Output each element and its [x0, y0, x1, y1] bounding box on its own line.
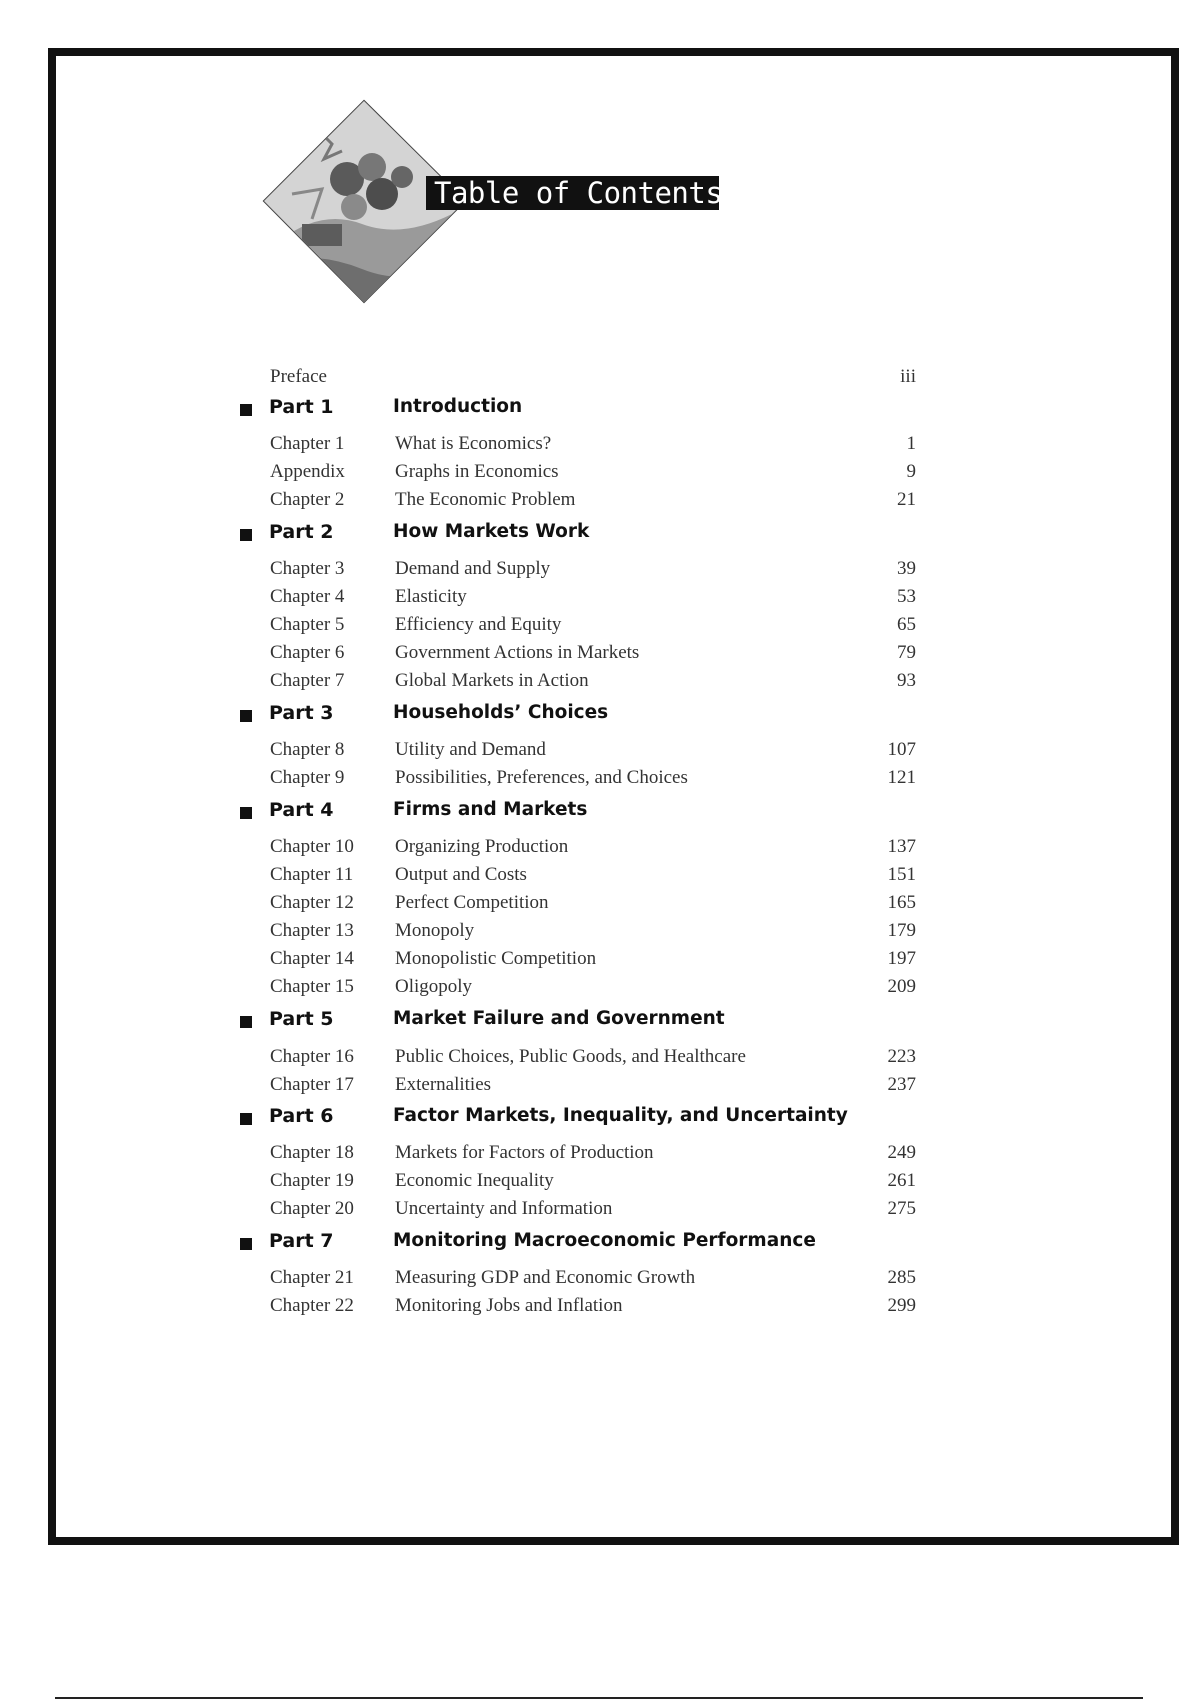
chapter-page: 261: [887, 1170, 916, 1191]
chapter-row[interactable]: [0, 976, 1200, 1006]
chapter-row[interactable]: [0, 892, 1200, 922]
part-heading: [0, 398, 1200, 428]
chapter-title: What is Economics?: [395, 433, 552, 454]
square-bullet-icon: [240, 710, 252, 722]
chapter-label: Chapter 5: [270, 614, 345, 635]
chapter-page: 179: [887, 920, 916, 941]
part-label: Part 3: [269, 702, 334, 724]
page-title: Table of Contents: [426, 176, 719, 210]
chapter-title: Oligopoly: [395, 976, 473, 997]
chapter-label: Chapter 6: [270, 642, 345, 663]
chapter-page: 197: [887, 948, 916, 969]
square-bullet-icon: [240, 1113, 252, 1125]
chapter-page: 249: [887, 1142, 916, 1163]
chapter-page: 137: [887, 836, 916, 857]
chapter-row[interactable]: [0, 461, 1200, 491]
part-heading: [0, 1107, 1200, 1137]
chapter-label: Chapter 8: [270, 739, 345, 760]
square-bullet-icon: [240, 807, 252, 819]
part-label: Part 7: [269, 1230, 334, 1252]
chapter-label: Chapter 22: [270, 1295, 354, 1316]
chapter-row[interactable]: [0, 1142, 1200, 1172]
part-name: How Markets Work: [393, 521, 590, 542]
chapter-row[interactable]: [0, 642, 1200, 672]
chapter-title: Measuring GDP and Economic Growth: [395, 1267, 696, 1288]
part-heading: [0, 704, 1200, 734]
part-name: Firms and Markets: [393, 799, 588, 820]
chapter-title: Demand and Supply: [395, 558, 551, 579]
chapter-label: Chapter 9: [270, 767, 345, 788]
chapter-page: 223: [887, 1046, 916, 1067]
part-label: Part 4: [269, 799, 334, 821]
chapter-label: Chapter 2: [270, 489, 345, 510]
chapter-title: Output and Costs: [395, 864, 527, 885]
chapter-row[interactable]: [0, 836, 1200, 866]
chapter-row[interactable]: [0, 670, 1200, 700]
chapter-label: Chapter 10: [270, 836, 354, 857]
chapter-page: 1: [906, 433, 916, 454]
chapter-page: 299: [887, 1295, 916, 1316]
chapter-title: Elasticity: [395, 586, 467, 607]
chapter-title: Markets for Factors of Production: [395, 1142, 654, 1163]
chapter-page: 121: [887, 767, 916, 788]
chapter-page: 285: [887, 1267, 916, 1288]
chapter-row[interactable]: [0, 1046, 1200, 1076]
preface-page: iii: [900, 366, 916, 387]
chapter-label: Chapter 19: [270, 1170, 354, 1191]
chapter-label: Chapter 11: [270, 864, 354, 885]
chapter-title: Monitoring Jobs and Inflation: [395, 1295, 623, 1316]
chapter-label: Chapter 16: [270, 1046, 354, 1067]
part-label: Part 1: [269, 396, 334, 418]
part-name: Households’ Choices: [393, 702, 609, 723]
toc-preface-row[interactable]: [0, 366, 1200, 396]
chapter-title: Monopolistic Competition: [395, 948, 597, 969]
chapter-page: 237: [887, 1074, 916, 1095]
chapter-page: 93: [897, 670, 916, 691]
chapter-title: Utility and Demand: [395, 739, 546, 760]
part-heading: [0, 1232, 1200, 1262]
chapter-page: 79: [897, 642, 916, 663]
chapter-title: Public Choices, Public Goods, and Healthcare: [395, 1046, 746, 1067]
chapter-title: Organizing Production: [395, 836, 569, 857]
part-heading: [0, 801, 1200, 831]
chapter-title: Monopoly: [395, 920, 475, 941]
chapter-label: Chapter 20: [270, 1198, 354, 1219]
chapter-label: Appendix: [270, 461, 345, 482]
square-bullet-icon: [240, 529, 252, 541]
chapter-row[interactable]: [0, 864, 1200, 894]
chapter-row[interactable]: [0, 1295, 1200, 1325]
part-heading: [0, 523, 1200, 553]
part-name: Introduction: [393, 396, 523, 417]
chapter-row[interactable]: [0, 1198, 1200, 1228]
chapter-page: 165: [887, 892, 916, 913]
chapter-label: Chapter 4: [270, 586, 345, 607]
chapter-title: Perfect Competition: [395, 892, 549, 913]
chapter-label: Chapter 15: [270, 976, 354, 997]
chapter-page: 21: [897, 489, 916, 510]
part-name: Factor Markets, Inequality, and Uncertainty: [393, 1105, 848, 1126]
chapter-page: 53: [897, 586, 916, 607]
chapter-page: 209: [887, 976, 916, 997]
chapter-label: Chapter 18: [270, 1142, 354, 1163]
part-name: Market Failure and Government: [393, 1008, 725, 1029]
chapter-label: Chapter 7: [270, 670, 345, 691]
chapter-label: Chapter 17: [270, 1074, 354, 1095]
chapter-title: Government Actions in Markets: [395, 642, 640, 663]
chapter-title: Efficiency and Equity: [395, 614, 562, 635]
square-bullet-icon: [240, 1016, 252, 1028]
chapter-title: Externalities: [395, 1074, 492, 1095]
chapter-row[interactable]: [0, 1170, 1200, 1200]
chapter-row[interactable]: [0, 558, 1200, 588]
chapter-row[interactable]: [0, 920, 1200, 950]
chapter-title: Economic Inequality: [395, 1170, 554, 1191]
chapter-page: 9: [906, 461, 916, 482]
chapter-title: The Economic Problem: [395, 489, 576, 510]
chapter-row[interactable]: [0, 586, 1200, 616]
chapter-row[interactable]: [0, 489, 1200, 519]
footer-rule: [55, 1697, 1143, 1699]
chapter-row[interactable]: [0, 433, 1200, 463]
chapter-row[interactable]: [0, 1267, 1200, 1297]
chapter-page: 39: [897, 558, 916, 579]
chapter-title: Uncertainty and Information: [395, 1198, 613, 1219]
square-bullet-icon: [240, 404, 252, 416]
chapter-title: Graphs in Economics: [395, 461, 559, 482]
preface-label: Preface: [270, 366, 327, 387]
chapter-row[interactable]: [0, 614, 1200, 644]
chapter-label: Chapter 14: [270, 948, 354, 969]
chapter-title: Possibilities, Preferences, and Choices: [395, 767, 688, 788]
square-bullet-icon: [240, 1238, 252, 1250]
chapter-title: Global Markets in Action: [395, 670, 589, 691]
part-label: Part 2: [269, 521, 334, 543]
part-label: Part 6: [269, 1105, 334, 1127]
chapter-row[interactable]: [0, 948, 1200, 978]
chapter-page: 65: [897, 614, 916, 635]
chapter-page: 151: [887, 864, 916, 885]
chapter-label: Chapter 21: [270, 1267, 354, 1288]
part-label: Part 5: [269, 1008, 334, 1030]
chapter-label: Chapter 1: [270, 433, 345, 454]
chapter-row[interactable]: [0, 1074, 1200, 1104]
chapter-label: Chapter 3: [270, 558, 345, 579]
chapter-label: Chapter 13: [270, 920, 354, 941]
chapter-row[interactable]: [0, 739, 1200, 769]
chapter-page: 275: [887, 1198, 916, 1219]
chapter-row[interactable]: [0, 767, 1200, 797]
chapter-label: Chapter 12: [270, 892, 354, 913]
part-heading: [0, 1010, 1200, 1040]
chapter-page: 107: [887, 739, 916, 760]
part-name: Monitoring Macroeconomic Performance: [393, 1230, 816, 1251]
